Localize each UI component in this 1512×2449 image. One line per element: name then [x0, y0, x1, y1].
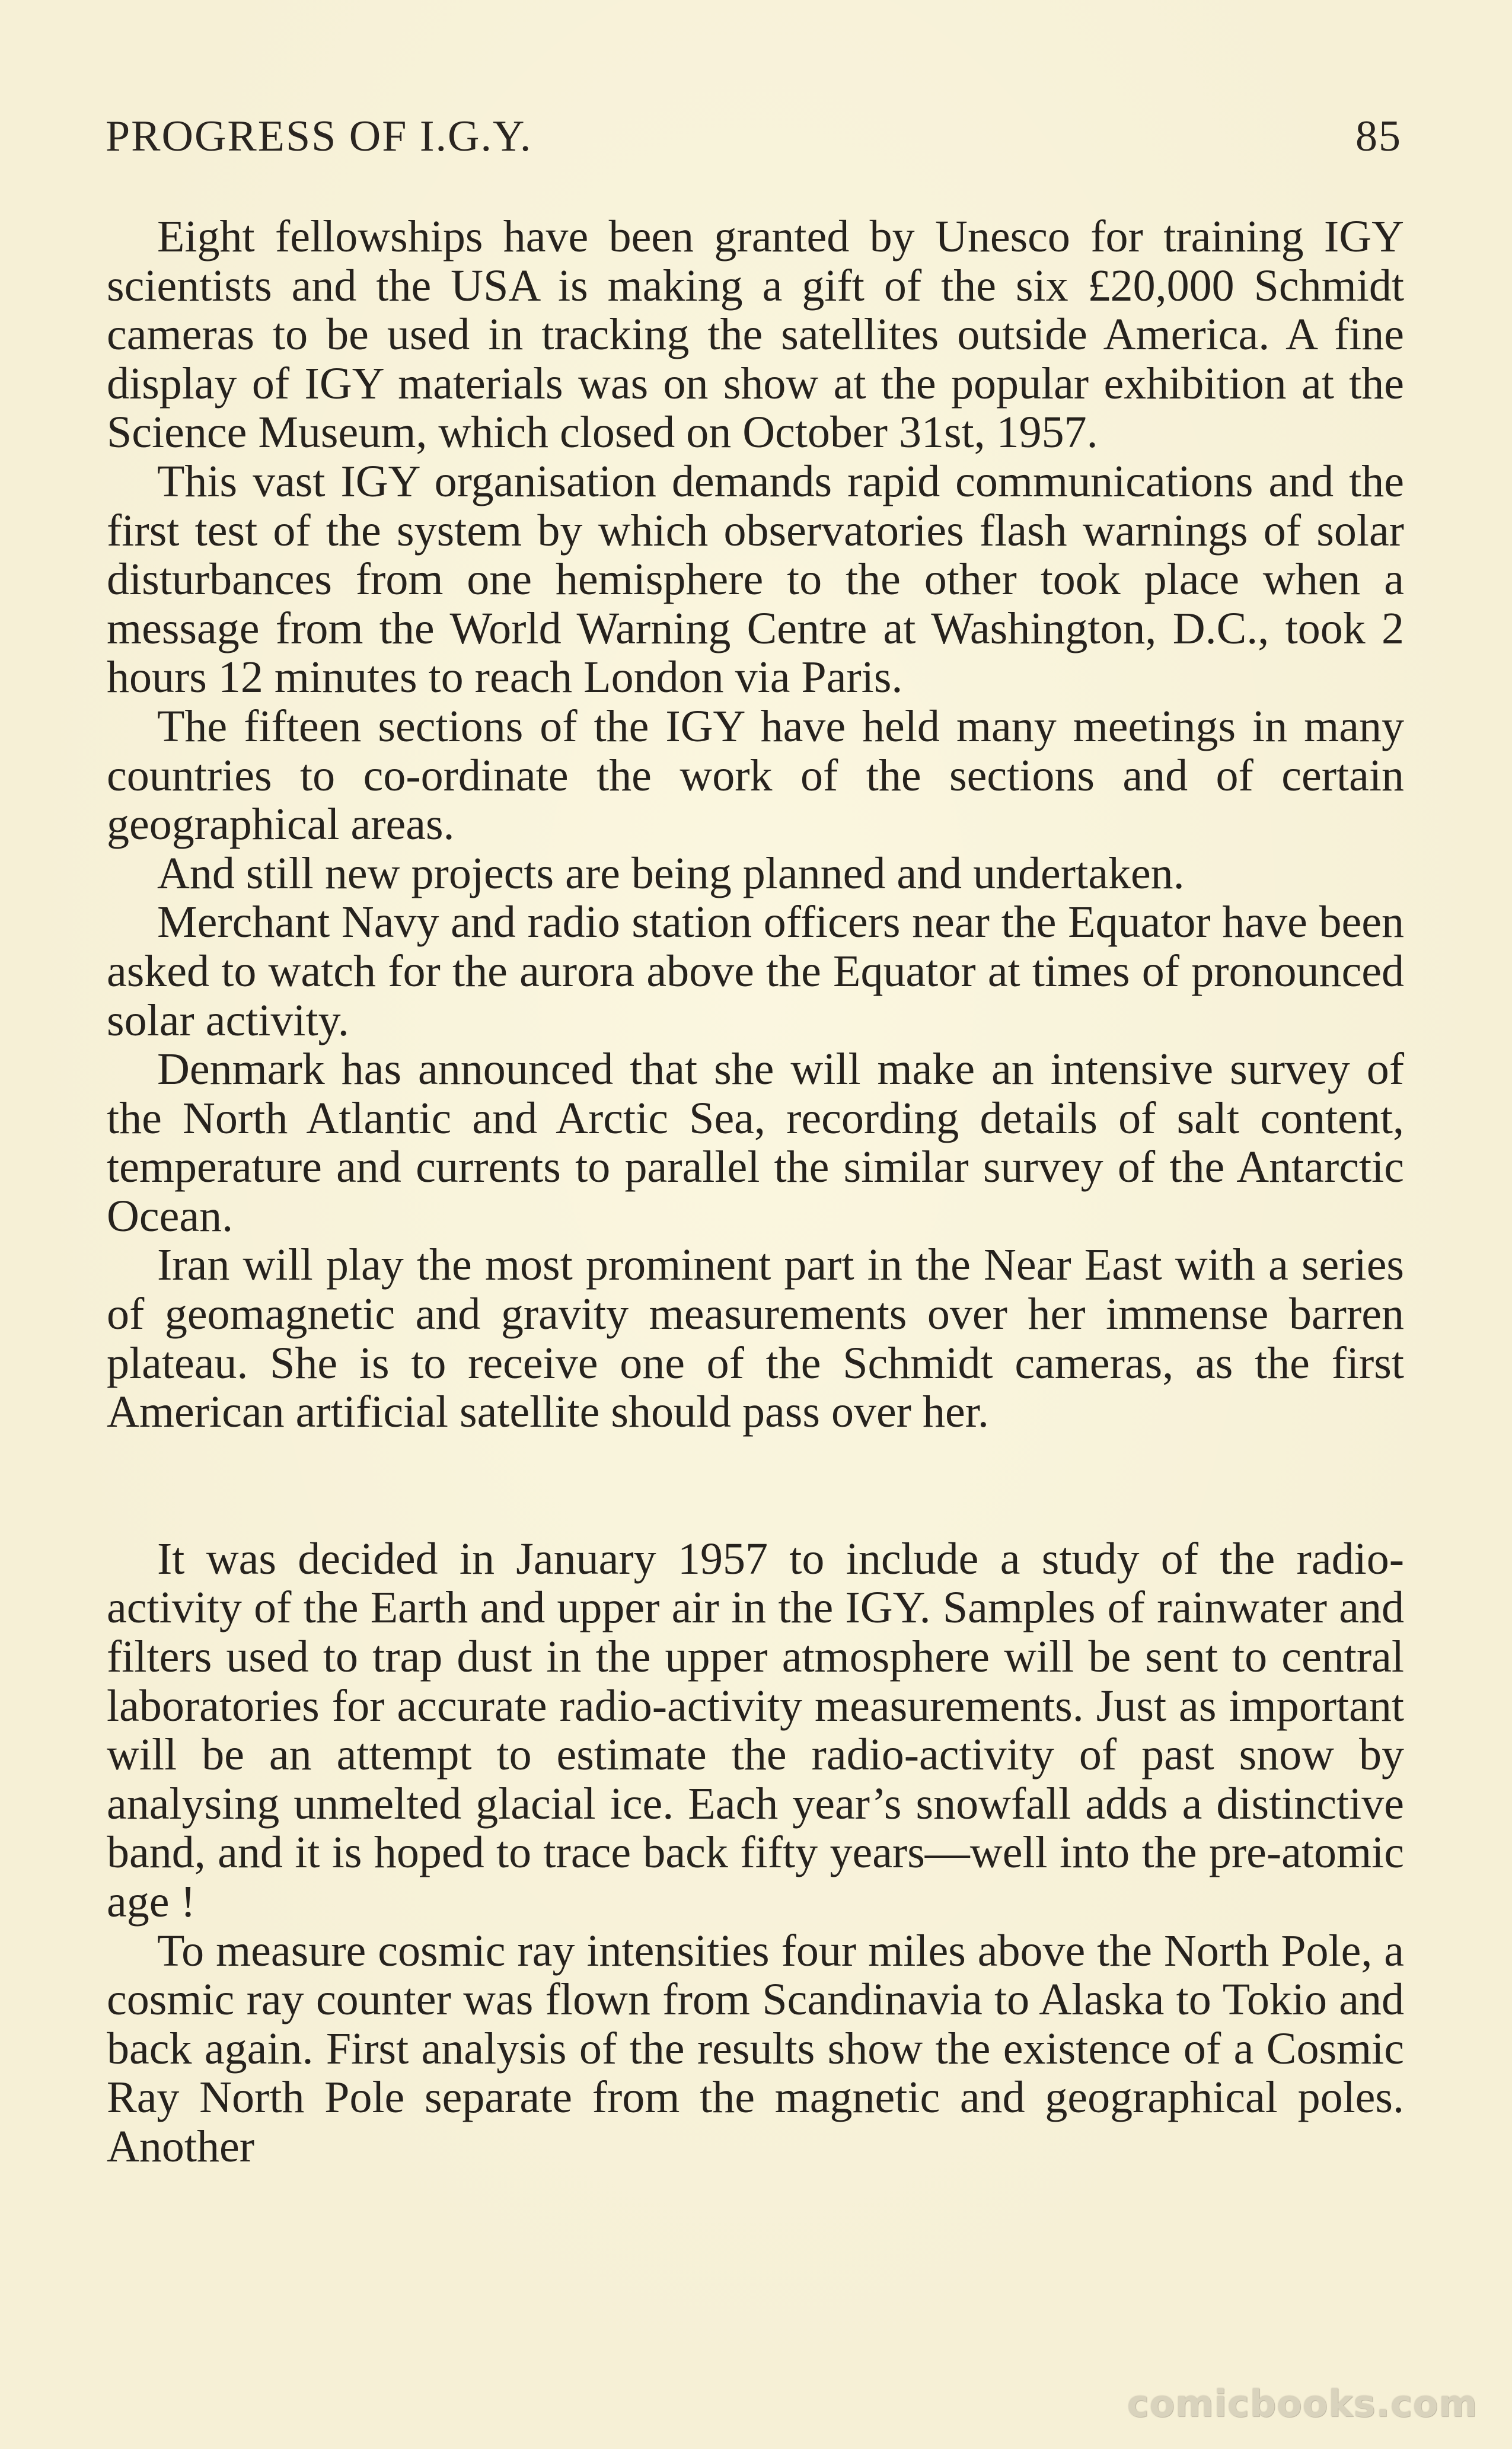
- paragraph: Merchant Navy and radio station officers near the Equator have been asked to watch for the aurora above the Equator at times of pronounced solar activity.: [107, 897, 1404, 1045]
- paragraph: The fifteen sections of the IGY have held many meetings in many countries to co-ordinate the work of the sections and of certain geographical areas.: [107, 701, 1404, 850]
- watermark: comicbooks.com: [1127, 2382, 1478, 2425]
- page-number: 85: [1355, 112, 1402, 161]
- running-title: PROGRESS OF I.G.Y.: [106, 112, 532, 161]
- paragraph: Denmark has announced that she will make an intensive survey of the North Atlantic and Arctic Sea, recording details of salt content, temperature and currents to parallel the similar survey of the Antarctic Ocean.: [107, 1044, 1404, 1241]
- paragraph: It was decided in January 1957 to include a study of the radio-activity of the Earth and upper air in the IGY. Samples of rainwater and filters used to trap dust in the upper atmosphere will be sent to central laboratories for accurate radio-activity measurements. Just as important will be an attempt to estimate the radio-activity of past snow by analysing unmelted glacial ice. Each year’s snowfall adds a distinctive band, and it is hoped to trace back fifty years—well into the pre-atomic age !: [107, 1533, 1404, 1927]
- paragraph: Iran will play the most prominent part in the Near East with a series of geomagnetic and gravity measurements over her immense barren plateau. She is to receive one of the Schmidt cameras, as the first American artificial satellite should pass over her.: [107, 1240, 1404, 1437]
- paragraph: And still new projects are being planned and undertaken.: [157, 848, 1185, 898]
- paragraph: To measure cosmic ray intensities four miles above the North Pole, a cosmic ray counter was flown from Scandinavia to Alaska to Tokio and back again. First analysis of the results show the existence of a Cosmic Ray North Pole separate from the magnetic and geographical poles. Another: [107, 1925, 1404, 2171]
- paragraph: Eight fellowships have been granted by Unesco for training IGY scientists and the USA is making a gift of the six £20,000 Schmidt cameras to be used in tracking the satellites outside America. A fine display of IGY materials was on show at the popular exhibition at the Science Museum, which closed on October 31st, 1957.: [107, 212, 1404, 458]
- page-header: [106, 111, 1402, 171]
- body-text: [107, 212, 1404, 2171]
- paragraph: This vast IGY organisation demands rapid communications and the first test of the system by which observatories flash warnings of solar disturbances from one hemisphere to the other took place when a message from the World Warning Centre at Washington, D.C., took 2 hours 12 minutes to reach London via Paris.: [107, 456, 1404, 703]
